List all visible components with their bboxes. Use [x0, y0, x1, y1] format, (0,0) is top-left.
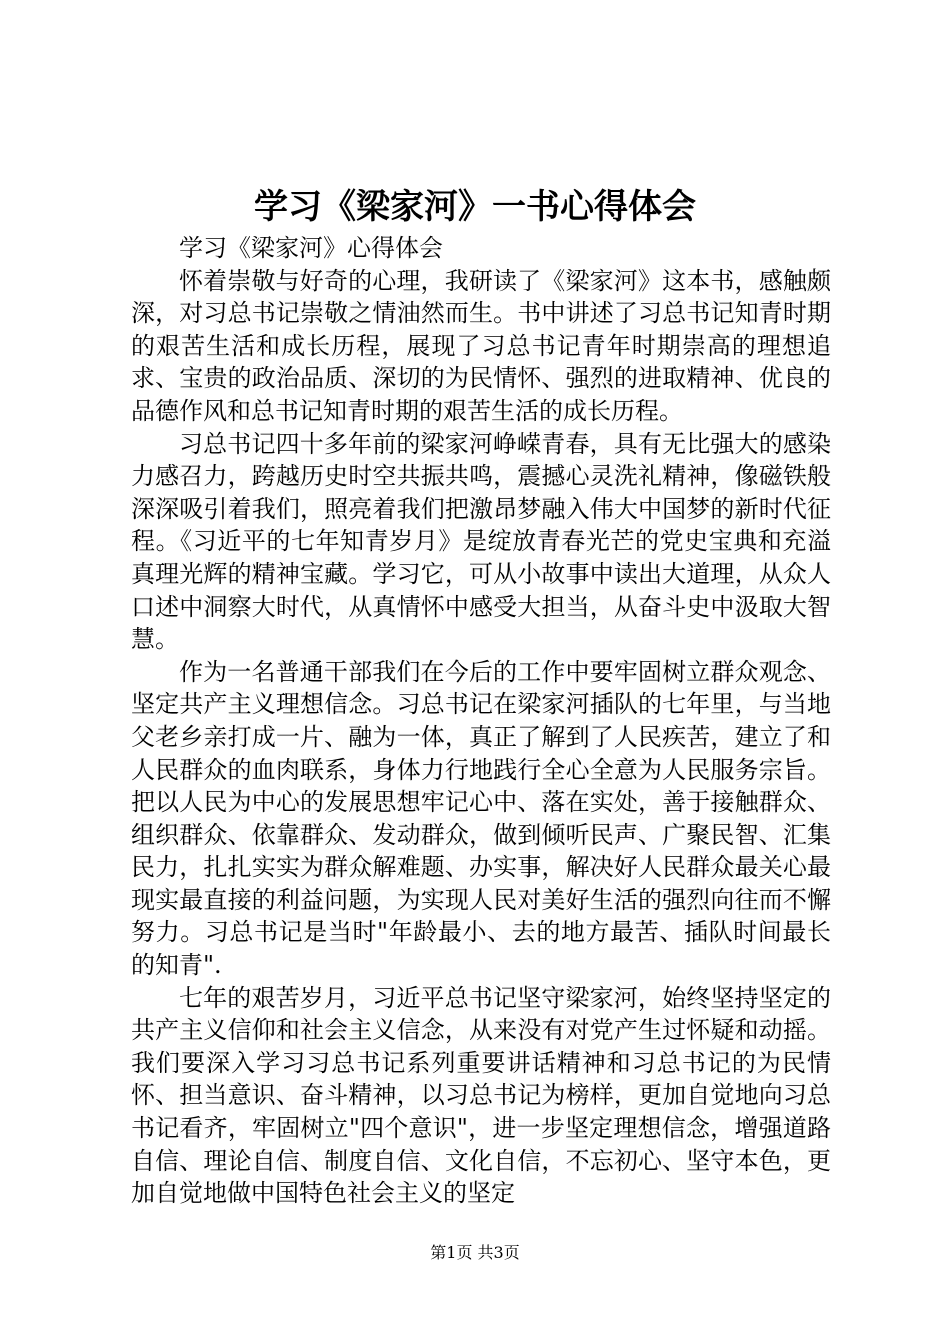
- page-number-footer: 第1页 共3页: [430, 1243, 520, 1262]
- document-body: [131, 232, 831, 1210]
- paragraph: 怀着崇敬与好奇的心理，我研读了《梁家河》这本书，感触颇深，对习总书记崇敬之情油然而生。书中讲述了习总书记知青时期的艰苦生活和成长历程，展现了习总书记青年时期崇高的理想追求、宝贵的政治品质、深切的为民情怀、强烈的进取精神、优良的品德作风和总书记知青时期的艰苦生活的成长历程。: [131, 266, 831, 425]
- paragraph: 作为一名普通干部我们在今后的工作中要牢固树立群众观念、坚定共产主义理想信念。习总书记在梁家河插队的七年里，与当地父老乡亲打成一片、融为一体，真正了解到了人民疾苦，建立了和人民群众的血肉联系，身体力行地践行全心全意为人民服务宗旨。把以人民为中心的发展思想牢记心中、落在实处，善于接触群众、组织群众、依靠群众、发动群众，做到倾听民声、广聚民智、汇集民力，扎扎实实为群众解难题、办实事，解决好人民群众最关心最现实最直接的利益问题，为实现人民对美好生活的强烈向往而不懈努力。习总书记是当时"年龄最小、去的地方最苦、插队时间最长的知青".: [131, 657, 831, 980]
- paragraph: 七年的艰苦岁月，习近平总书记坚守梁家河，始终坚持坚定的共产主义信仰和社会主义信念，从来没有对党产生过怀疑和动摇。我们要深入学习习总书记系列重要讲话精神和习总书记的为民情怀、担当意识、奋斗精神，以习总书记为榜样，更加自觉地向习总书记看齐，牢固树立"四个意识"，进一步坚定理想信念，增强道路自信、理论自信、制度自信、文化自信，不忘初心、坚守本色，更加自觉地做中国特色社会主义的坚定: [131, 983, 831, 1208]
- document-title: 学习《梁家河》一书心得体会: [254, 187, 696, 227]
- paragraph: 习总书记四十多年前的梁家河峥嵘青春，具有无比强大的感染力感召力，跨越历史时空共振共鸣，震撼心灵洗礼精神，像磁铁般深深吸引着我们，照亮着我们把激昂梦融入伟大中国梦的新时代征程。《习近平的七年知青岁月》是绽放青春光芒的党史宝典和充溢真理光辉的精神宝藏。学习它，可从小故事中读出大道理，从众人口述中洞察大时代，从真情怀中感受大担当，从奋斗史中汲取大智慧。: [131, 429, 831, 654]
- paragraph-subtitle: 学习《梁家河》心得体会: [179, 234, 443, 262]
